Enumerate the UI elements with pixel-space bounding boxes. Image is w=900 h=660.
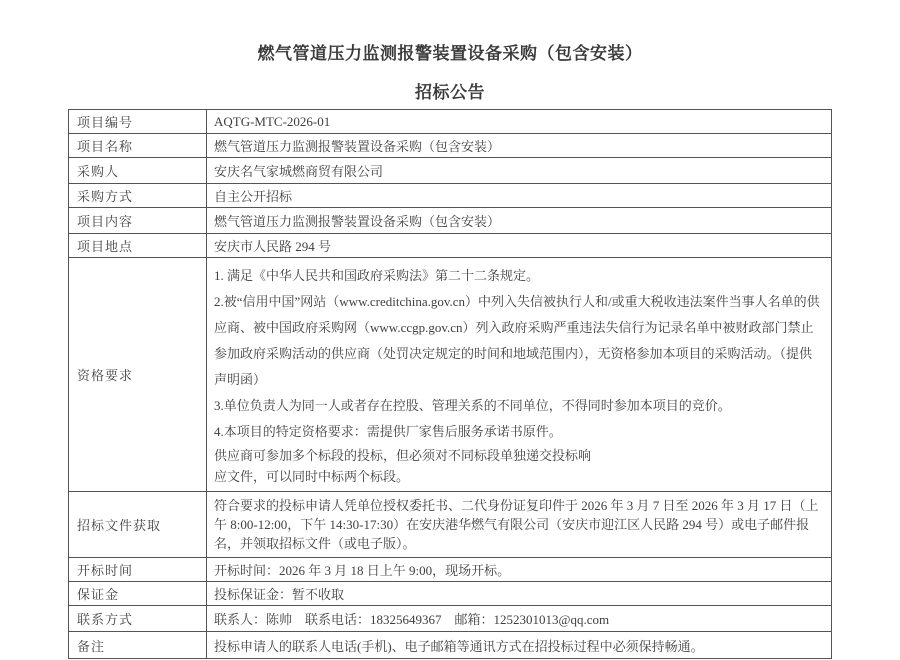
row-label: 资格要求 [69, 258, 207, 491]
announcement-table [68, 109, 832, 659]
row-value: 安庆名气家城燃商贸有限公司 [214, 164, 384, 179]
table-row-qualification-requirements [69, 257, 831, 491]
table-row-project-name [69, 133, 831, 157]
row-label: 项目内容 [69, 208, 207, 233]
row-label: 采购方式 [69, 184, 207, 207]
row-label: 项目编号 [69, 110, 207, 133]
row-label: 项目名称 [69, 134, 207, 157]
row-label: 备注 [69, 632, 207, 658]
table-row-contact-info [69, 605, 831, 631]
row-value: 开标时间：2026 年 3 月 18 日上午 9:00，现场开标。 [214, 563, 511, 578]
row-label: 联系方式 [69, 606, 207, 631]
qualification-paragraph: 1. 满足《中华人民共和国政府采购法》第二十二条规定。 [214, 268, 540, 283]
row-value: 投标申请人的联系人电话(手机)、电子邮箱等通讯方式在招投标过程中必须保持畅通。 [214, 638, 704, 654]
row-value: 自主公开招标 [214, 189, 293, 204]
table-row-procurement-method [69, 183, 831, 207]
row-value: 安庆市人民路 294 号 [214, 239, 332, 254]
table-row-project-content [69, 207, 831, 233]
row-label: 项目地点 [69, 234, 207, 257]
qualification-paragraph: 2.被“信用中国”网站（www.creditchina.gov.cn）中列入失信被执行人和/或重大税收违法案件当事人名单的供应商、被中国政府采购网（www.ccgp.gov.cn）列入政府采购严重违法失信行为记录名单中被财政部门禁止参加政府采购活动的供应商（处罚决定规定的时间和地域范围内），无资格参加本项目的采购活动。（提供声明函） [214, 294, 820, 387]
table-row-project-number [69, 110, 831, 133]
page-title: 燃气管道压力监测报警装置设备采购（包含安装） [257, 44, 643, 63]
table-row-document-acquisition [69, 491, 831, 557]
row-value: AQTG-MTC-2026-01 [214, 113, 331, 129]
row-value: 联系人：陈帅 联系电话：18325649367 邮箱：1252301013@qq.com [214, 612, 610, 627]
row-value: 投标保证金：暂不收取 [214, 587, 345, 602]
table-row-deposit [69, 581, 831, 605]
qualification-paragraph: 3.单位负责人为同一人或者存在控股、管理关系的不同单位，不得同时参加本项目的竞价。 [214, 398, 731, 413]
row-label: 保证金 [69, 582, 207, 605]
row-value: 符合要求的投标申请人凭单位授权委托书、二代身份证复印件于 2026 年 3 月 7 日至 2026 年 3 月 17 日（上午 8:00-12:00，下午 14:30-17:30）在安庆港华燃气有限公司（安庆市迎江区人民路 294 号）或电子邮件报名，并领取招标文件（或电子版）。 [214, 498, 819, 551]
qualification-paragraph: 4.本项目的特定资格要求：需提供厂家售后服务承诺书原件。 [214, 424, 562, 439]
qualification-paragraph: 应文件，可以同时中标两个标段。 [214, 469, 410, 484]
row-label: 开标时间 [69, 558, 207, 581]
table-row-purchaser [69, 157, 831, 183]
row-label: 招标文件获取 [69, 492, 207, 557]
row-value: 燃气管道压力监测报警装置设备采购（包含安装） [214, 139, 501, 154]
page-subtitle: 招标公告 [415, 83, 485, 102]
qualification-paragraph: 供应商可参加多个标段的投标，但必须对不同标段单独递交投标响 [214, 448, 592, 463]
table-row-project-location [69, 233, 831, 257]
row-value: 燃气管道压力监测报警装置设备采购（包含安装） [214, 214, 501, 229]
row-label: 采购人 [69, 158, 207, 183]
table-row-remarks [69, 631, 831, 658]
row-value [207, 258, 831, 491]
table-row-bid-opening-time [69, 557, 831, 581]
